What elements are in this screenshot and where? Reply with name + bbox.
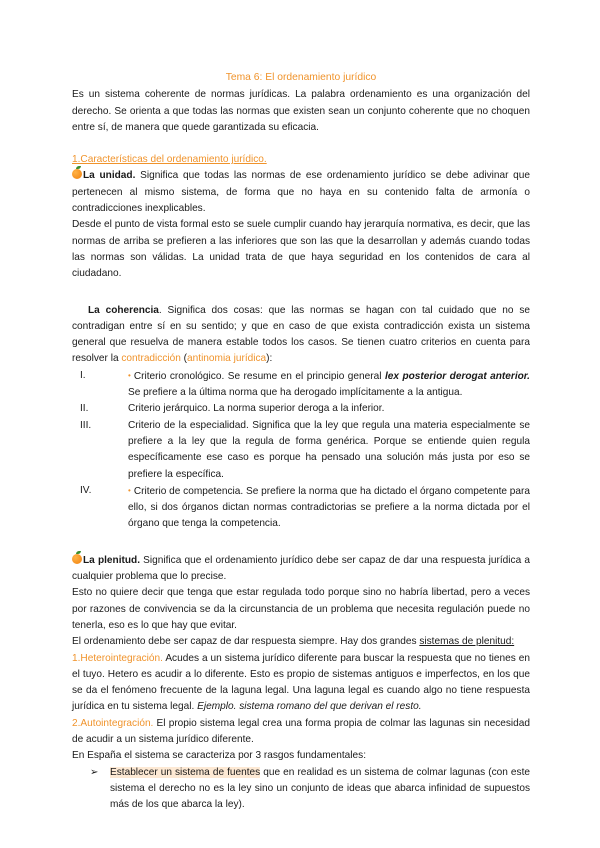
auto-paragraph xyxy=(72,716,530,749)
plenitud-paragraph-2: Esto no quiere decir que tenga que estar regulada todo porque sino no habría libertad, pero a veces por razones de convivencia se da la circunstancia de un problema que necesita regulación puede no tenerla, eso es lo que hay que evitar. xyxy=(72,587,530,631)
criterios-list xyxy=(72,368,530,533)
criterio-text: Criterio de la especialidad. Significa que la ley que regula una materia especialmente se prefiere a la ley que la regula de forma genérica. Porque se entiende quien regula específicamente ese caso es porque ha pensado una solución más justa por eso se prefiere la específica. xyxy=(128,419,530,480)
bullet-icon: • xyxy=(128,485,131,495)
hetero-label: 1.Heterointegración. xyxy=(72,652,163,664)
criterio-text: Criterio cronológico. Se resume en el principio general xyxy=(133,370,385,382)
unidad-text: Significa que todas las normas de ese ordenamiento jurídico se debe adivinar que pertenecen al mismo sistema, de forma que no haya en su contenido falta de armonía o contradicciones inexplicables. xyxy=(72,170,531,215)
list-number: I. xyxy=(80,369,86,381)
arrow-bullet-icon: ➢ xyxy=(90,766,99,778)
espana-paragraph: En España el sistema se caracteriza por 3 rasgos fundamentales: xyxy=(72,750,366,762)
list-item xyxy=(72,765,530,814)
document-page xyxy=(72,70,530,813)
unidad-label: La unidad. xyxy=(83,170,136,182)
unidad-paragraph-2: Desde el punto de vista formal esto se suele cumplir cuando hay jerarquía normativa, es decir, que las normas de arriba se prefieren a las inferiores que son las que la desarrollan y además cuando todas las normas son válidas. La unidad trata de que haya seguridad en los contenidos de cara al ciudadano. xyxy=(72,219,530,280)
list-number: III. xyxy=(80,419,92,431)
rasgo-text: que en realidad es un sistema de colmar lagunas (con este sistema el derecho no es la ley sino un conjunto de ideas que abarca infinidad de supuestos más de los que abarca la ley). xyxy=(110,766,530,811)
plenitud-paragraph-3 xyxy=(72,634,530,650)
paren-close: ): xyxy=(266,353,273,365)
criterio-text: Criterio jerárquico. La norma superior deroga a la inferior. xyxy=(128,403,385,415)
spacer xyxy=(72,533,530,553)
highlighted-phrase: Establecer un sistema de fuentes xyxy=(110,766,261,778)
latin-phrase: lex posterior derogat anterior. xyxy=(384,370,530,382)
spacer xyxy=(72,283,530,303)
criterio-text: Criterio de competencia. Se prefiere la norma que ha dictado el órgano competente para ello, si dos órganos dictan normas contradictorias se prefiere a la norma dictada por el órgano que tenga la competencia. xyxy=(128,485,530,530)
bullet-icon: • xyxy=(128,370,131,380)
auto-label: 2.Autointegración. xyxy=(72,717,154,729)
antinomia-term: antinomia jurídica xyxy=(187,353,267,365)
hetero-paragraph xyxy=(72,651,530,716)
unidad-paragraph xyxy=(72,168,530,217)
coherencia-paragraph xyxy=(72,303,530,368)
plenitud-text: Significa que el ordenamiento jurídico debe ser capaz de dar una respuesta jurídica a cualquier problema que lo precise. xyxy=(72,554,530,583)
orange-icon xyxy=(72,169,82,179)
list-item xyxy=(72,483,530,533)
section-heading: 1.Características del ordenamiento jurídico. xyxy=(72,154,267,166)
orange-icon xyxy=(72,554,82,564)
auto-text: El propio sistema legal crea una forma propia de colmar las lagunas sin necesidad de acudir a un sistema jurídico diferente. xyxy=(72,717,530,745)
list-number: IV. xyxy=(80,484,92,496)
coherencia-label: La coherencia xyxy=(88,304,159,316)
list-item xyxy=(72,418,530,483)
list-number: II. xyxy=(80,403,89,415)
intro-paragraph: Es un sistema coherente de normas jurídicas. La palabra ordenamiento es una organización del derecho. Se orienta a que todas las normas que existen sean un conjunto coherente que no choquen entre sí, de manera que quede garantizada su eficacia. xyxy=(72,89,530,133)
plenitud-label: La plenitud. xyxy=(83,554,140,566)
list-item xyxy=(72,368,530,402)
plenitud-paragraph xyxy=(72,553,530,586)
coherencia-text: . Significa dos cosas: que las normas se hagan con tal cuidado que no se contradigan entre sí en su sentido; y que en caso de que exista contradicción exista un sistema general que resuelva de manera estable todos los casos. Se tienen cuatro criterios en cuenta para resolver la xyxy=(72,304,530,365)
criterio-text-post: Se prefiere a la última norma que ha derogado implícitamente a la antigua. xyxy=(128,387,463,399)
page-title: Tema 6: El ordenamiento jurídico xyxy=(225,72,377,83)
paren-open: ( xyxy=(180,353,188,365)
hetero-example: Ejemplo. sistema romano del que derivan el resto. xyxy=(197,701,422,713)
contradiccion-term: contradicción xyxy=(121,353,181,365)
plenitud-p3-text: El ordenamiento debe ser capaz de dar respuesta siempre. Hay dos grandes xyxy=(72,636,420,648)
sistemas-plenitud-term: sistemas de plenitud: xyxy=(419,636,515,648)
hetero-text: Acudes a un sistema jurídico diferente para buscar la respuesta que no tienes en el tuyo. Hetero es acudir a lo diferente. Esto es propio de sistemas antiguos e imperfectos, en los que se da el fenómeno frecuente de la laguna legal. Una laguna legal es cuando algo no tiene respuesta jurídica en tu sistema legal. xyxy=(72,652,530,713)
list-item xyxy=(72,401,530,417)
